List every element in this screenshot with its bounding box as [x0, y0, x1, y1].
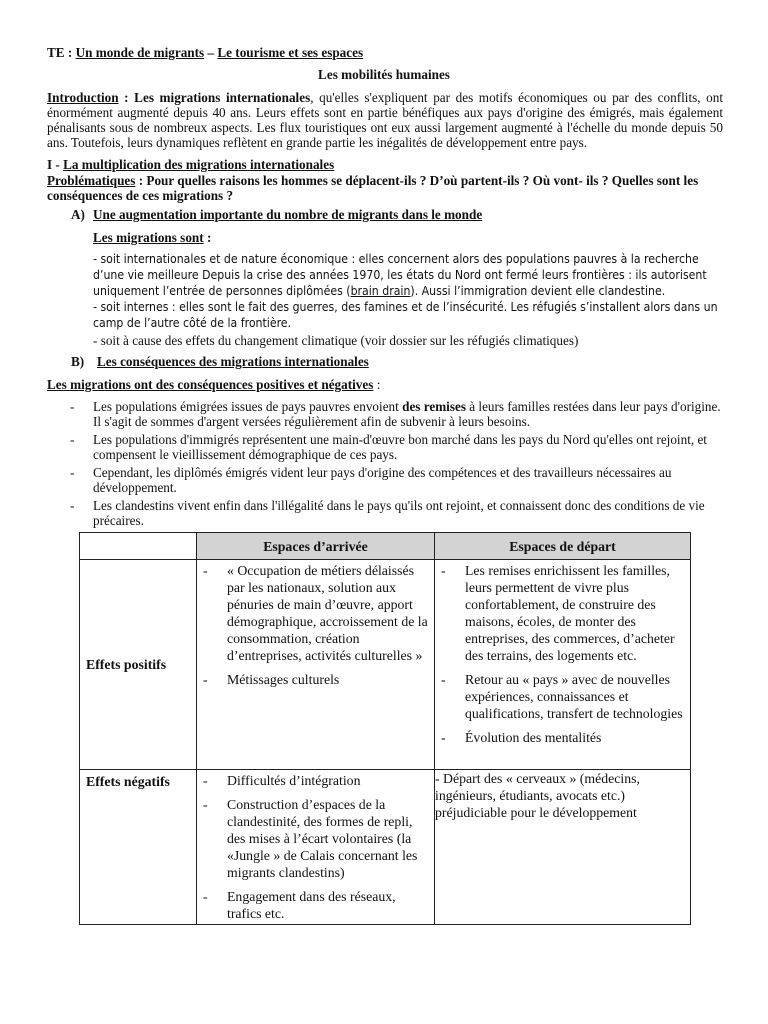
list-item: - Engagement dans des réseaux, trafics etc. [197, 888, 434, 922]
column-header-arrival: Espaces d’arrivée [197, 533, 435, 560]
bullet-dash: - [70, 465, 75, 480]
intro-text: , qu'elles s'expliquent par des motifs économiques ou par des conflits, ont énormément augmenté depuis 40 ans. Leurs effets sont en partie bénéfiques aux pays d'origine des émigrés, mais également pénalisants sous de nombreux aspects. Les flux touristiques ont eux aussi largement augmenté à l'échelle du monde depuis 50 ans. Toutefois, leurs dynamiques reflètent en grande partie les inégalités de développement entre pays. [47, 90, 723, 150]
section-b-title: Les conséquences des migrations internationales [97, 354, 369, 369]
list-item: - Métissages culturels [197, 671, 434, 688]
section-a-item-3: - soit à cause des effets du changement climatique (voir dossier sur les réfugiés climatiques) [93, 333, 579, 348]
introduction-paragraph [47, 90, 723, 150]
bullet-dash: - [70, 432, 75, 447]
cell-positive-departure [435, 560, 691, 770]
bullet-dash: - [70, 498, 75, 513]
section-1-prefix: I - [47, 157, 64, 172]
cell-negative-arrival [197, 770, 435, 925]
table-corner-cell [80, 533, 197, 560]
section-a-item-1 [93, 251, 721, 299]
column-header-departure: Espaces de départ [435, 533, 691, 560]
section-a-title: Une augmentation importante du nombre de migrants dans le monde [93, 207, 483, 222]
section-a-item-2: - soit internes : elles sont le fait des guerres, des famines et de l’insécurité. Les réfugiés s’installent alors dans un camp de l’autre côté de la frontière. [93, 300, 718, 330]
table-row-negative [80, 770, 691, 925]
header-separator: – [204, 45, 218, 60]
problem-text: : Pour quelles raisons les hommes se déplacent-ils ? D’où partent-ils ? Où vont- ils ? Quelles sont les conséquences de ces migrations ? [47, 173, 699, 203]
effects-table [79, 532, 691, 925]
row-label-positive: Effets positifs [80, 560, 197, 770]
header-prefix: TE : [47, 45, 76, 60]
consequences-lead [47, 377, 727, 392]
list-item: - Les remises enrichissent les familles, leurs permettent de vivre plus confortablement, de construire des maisons, écoles, de monter des entreprises, des commerces, d’acheter des terrains, des logements etc. [435, 562, 690, 664]
bullet-bold-term: des remises [402, 399, 466, 414]
bullet-text: Les populations émigrées issues de pays pauvres envoient [93, 399, 403, 414]
section-1-title: La multiplication des migrations internationales [63, 157, 335, 172]
list-item: - Évolution des mentalités [435, 729, 690, 746]
bullet-text: Cependant, les diplômés émigrés vident leur pays d'origine des compétences et des travailleurs nécessaires au développement. [93, 465, 672, 495]
consequences-lead-text: Les migrations ont des conséquences positives et négatives [47, 377, 374, 392]
table-header-row [80, 533, 691, 560]
migrations-sub-colon: : [203, 230, 212, 245]
item1-before: - soit internationales et de nature économique : elles concernent alors des populations pauvres à la recherche d’une vie meilleure Depuis la crise des années 1970, les états du Nord ont fermé leurs frontières : ils autorisent uniquement l’entrée de personnes diplômées ( [93, 252, 707, 298]
section-a-heading [71, 207, 731, 222]
intro-label-sep: : [118, 90, 135, 105]
table-row-positive [80, 560, 691, 770]
bullet-dash: - [70, 399, 75, 414]
bullet-text: Les populations d'immigrés représentent une main-d'œuvre bon marché dans les pays du Nord qu'elles ont rejoint, et compensent le vieillissement démographique de ces pays. [93, 432, 707, 462]
list-item [70, 399, 725, 429]
list-item: - Difficultés d’intégration [197, 772, 434, 789]
migrations-sub-label: Les migrations sont [93, 230, 204, 245]
migrations-sub-heading [93, 230, 211, 245]
intro-bold-lead: Les migrations internationales [134, 90, 311, 105]
list-item: - « Occupation de métiers délaissés par les nationaux, solution aux pénuries de main d’œuvre, apport démographique, accroissement de la consommation, création d’entreprises, activités culturelles » [197, 562, 434, 664]
problem-label: Problématiques [47, 173, 136, 188]
list-item [70, 498, 725, 528]
section-a-marker: A) [71, 207, 85, 222]
list-item: - Retour au « pays » avec de nouvelles expériences, connaissances et qualifications, transfert de technologies [435, 671, 690, 722]
section-b-heading [71, 354, 731, 369]
list-item: - Construction d’espaces de la clandestinité, des formes de repli, des mises à l’écart volontaires (la «Jungle » de Calais concernant les migrants clandestins) [197, 796, 434, 881]
bullet-text: Les clandestins vivent enfin dans l'illégalité dans le pays qu'ils ont rejoint, et connaissent donc des conditions de vie précaires. [93, 498, 705, 528]
item1-after: ). Aussi l’immigration devient elle clandestine. [410, 284, 666, 298]
intro-label: Introduction [47, 90, 119, 105]
consequences-lead-colon: : [373, 377, 381, 392]
document-subtitle: Les mobilités humaines [318, 67, 450, 82]
section-b-marker: B) [71, 354, 85, 369]
header-part1: Un monde de migrants [75, 45, 205, 60]
list-item [70, 432, 725, 462]
section-1-heading [47, 157, 727, 172]
document-header [47, 45, 727, 60]
cell-positive-arrival [197, 560, 435, 770]
brain-drain-term: brain drain [350, 284, 411, 298]
bullet-text-after: à leurs familles restées dans leur pays d'origine. Il s'agit de sommes d'argent versées régulièrement afin de subvenir à leurs besoins. [93, 399, 721, 429]
list-item [70, 465, 725, 495]
header-part2: Le tourisme et ses espaces [217, 45, 364, 60]
problem-statement [47, 173, 723, 203]
cell-negative-departure: - Départ des « cerveaux » (médecins, ingénieurs, étudiants, avocats etc.) préjudiciable pour le développement [435, 770, 691, 925]
consequences-list [70, 399, 725, 528]
row-label-negative: Effets négatifs [80, 770, 197, 925]
